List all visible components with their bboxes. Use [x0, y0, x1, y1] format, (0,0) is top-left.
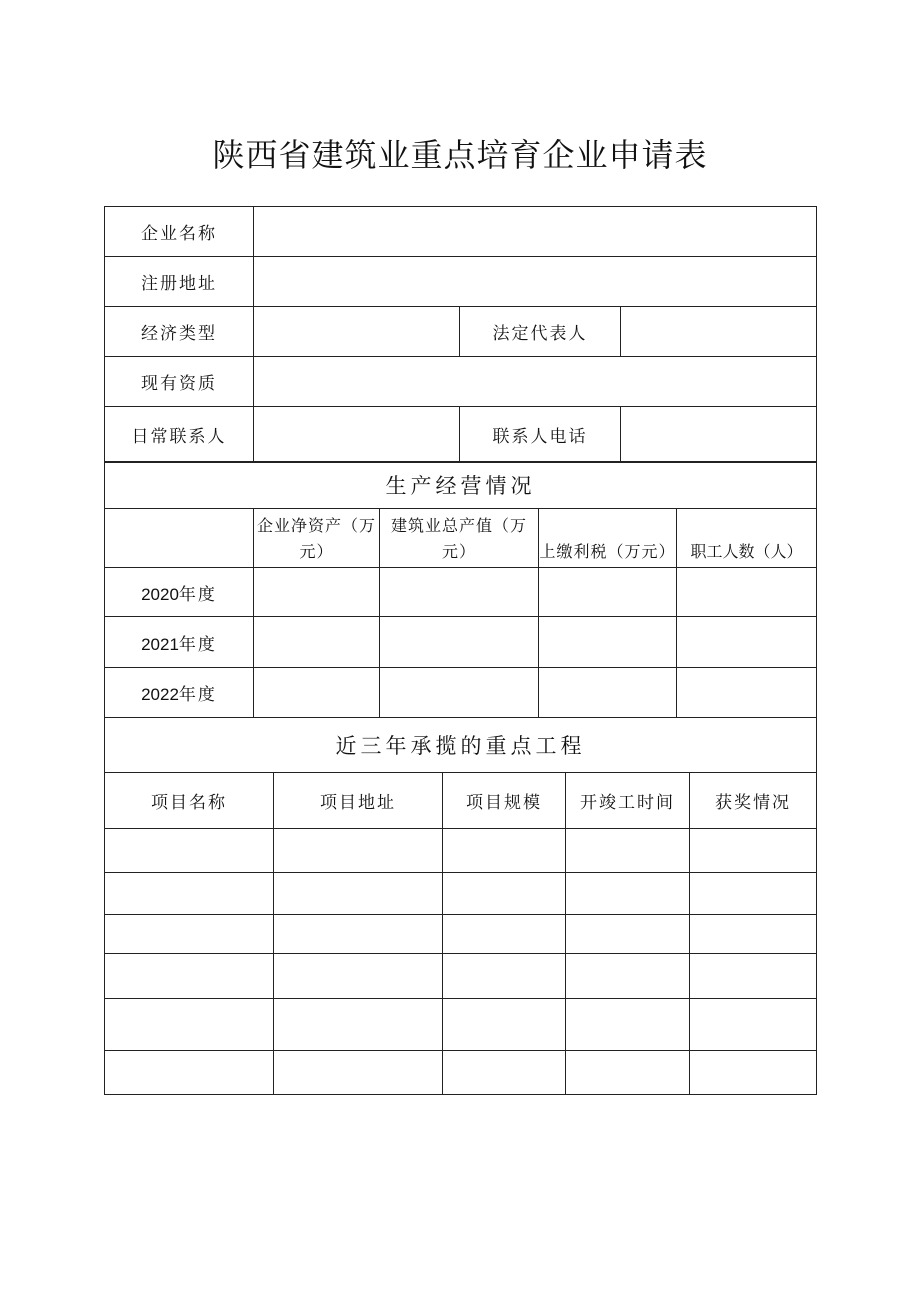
- cell-2022-employees[interactable]: [677, 668, 817, 718]
- econ-type-label: 经济类型: [105, 307, 254, 357]
- project-cell[interactable]: [443, 915, 566, 954]
- project-cell[interactable]: [105, 915, 274, 954]
- reg-address-label: 注册地址: [105, 257, 254, 307]
- col-project-name: 项目名称: [105, 773, 274, 829]
- cell-2021-net-assets[interactable]: [254, 617, 380, 668]
- project-cell[interactable]: [690, 873, 817, 915]
- qualification-label: 现有资质: [105, 357, 254, 407]
- project-cell[interactable]: [274, 999, 443, 1051]
- project-cell[interactable]: [566, 999, 690, 1051]
- cell-2022-output[interactable]: [380, 668, 539, 718]
- project-cell[interactable]: [690, 954, 817, 999]
- project-cell[interactable]: [443, 1051, 566, 1095]
- year-label-2021: 2021年度: [105, 617, 254, 668]
- project-cell[interactable]: [566, 915, 690, 954]
- col-net-assets: 企业净资产（万元）: [254, 509, 380, 568]
- project-cell[interactable]: [274, 954, 443, 999]
- col-project-scale: 项目规模: [443, 773, 566, 829]
- projects-table: [104, 717, 817, 1095]
- col-project-awards: 获奖情况: [690, 773, 817, 829]
- production-table: [104, 461, 817, 718]
- project-cell[interactable]: [274, 873, 443, 915]
- project-cell[interactable]: [566, 1051, 690, 1095]
- page-title: 陕西省建筑业重点培育企业申请表: [212, 136, 708, 174]
- contact-phone-field[interactable]: [621, 407, 817, 463]
- project-cell[interactable]: [690, 999, 817, 1051]
- project-cell[interactable]: [443, 829, 566, 873]
- table-row: [105, 915, 817, 954]
- project-cell[interactable]: [274, 829, 443, 873]
- production-heading: 生产经营情况: [105, 462, 817, 509]
- project-cell[interactable]: [105, 829, 274, 873]
- col-output-value: 建筑业总产值（万元）: [380, 509, 539, 568]
- legal-rep-field[interactable]: [621, 307, 817, 357]
- basic-info-table: [104, 206, 817, 463]
- contact-label: 日常联系人: [105, 407, 254, 463]
- project-cell[interactable]: [105, 954, 274, 999]
- legal-rep-label: 法定代表人: [460, 307, 621, 357]
- cell-2021-taxes[interactable]: [539, 617, 677, 668]
- table-row: [105, 999, 817, 1051]
- production-corner-cell: [105, 509, 254, 568]
- cell-2021-employees[interactable]: [677, 617, 817, 668]
- table-row: [105, 829, 817, 873]
- cell-2020-employees[interactable]: [677, 568, 817, 617]
- table-row: [105, 1051, 817, 1095]
- col-taxes: 上缴利税（万元）: [539, 509, 677, 568]
- qualification-field[interactable]: [254, 357, 817, 407]
- contact-phone-label: 联系人电话: [460, 407, 621, 463]
- cell-2020-net-assets[interactable]: [254, 568, 380, 617]
- cell-2022-net-assets[interactable]: [254, 668, 380, 718]
- project-cell[interactable]: [690, 1051, 817, 1095]
- reg-address-field[interactable]: [254, 257, 817, 307]
- year-label-2022: 2022年度: [105, 668, 254, 718]
- project-cell[interactable]: [443, 999, 566, 1051]
- col-employees: 职工人数（人）: [677, 509, 817, 568]
- project-cell[interactable]: [690, 829, 817, 873]
- project-cell[interactable]: [443, 873, 566, 915]
- table-row: [105, 873, 817, 915]
- project-cell[interactable]: [443, 954, 566, 999]
- project-cell[interactable]: [274, 1051, 443, 1095]
- cell-2020-taxes[interactable]: [539, 568, 677, 617]
- project-cell[interactable]: [105, 999, 274, 1051]
- project-cell[interactable]: [566, 829, 690, 873]
- table-row: [105, 954, 817, 999]
- project-cell[interactable]: [105, 873, 274, 915]
- projects-heading: 近三年承揽的重点工程: [105, 718, 817, 773]
- cell-2021-output[interactable]: [380, 617, 539, 668]
- company-name-label: 企业名称: [105, 207, 254, 257]
- col-project-dates: 开竣工时间: [566, 773, 690, 829]
- project-cell[interactable]: [566, 873, 690, 915]
- cell-2022-taxes[interactable]: [539, 668, 677, 718]
- col-project-address: 项目地址: [274, 773, 443, 829]
- econ-type-field[interactable]: [254, 307, 460, 357]
- project-cell[interactable]: [690, 915, 817, 954]
- project-cell[interactable]: [105, 1051, 274, 1095]
- project-cell[interactable]: [274, 915, 443, 954]
- company-name-field[interactable]: [254, 207, 817, 257]
- cell-2020-output[interactable]: [380, 568, 539, 617]
- contact-field[interactable]: [254, 407, 460, 463]
- project-cell[interactable]: [566, 954, 690, 999]
- year-label-2020: 2020年度: [105, 568, 254, 617]
